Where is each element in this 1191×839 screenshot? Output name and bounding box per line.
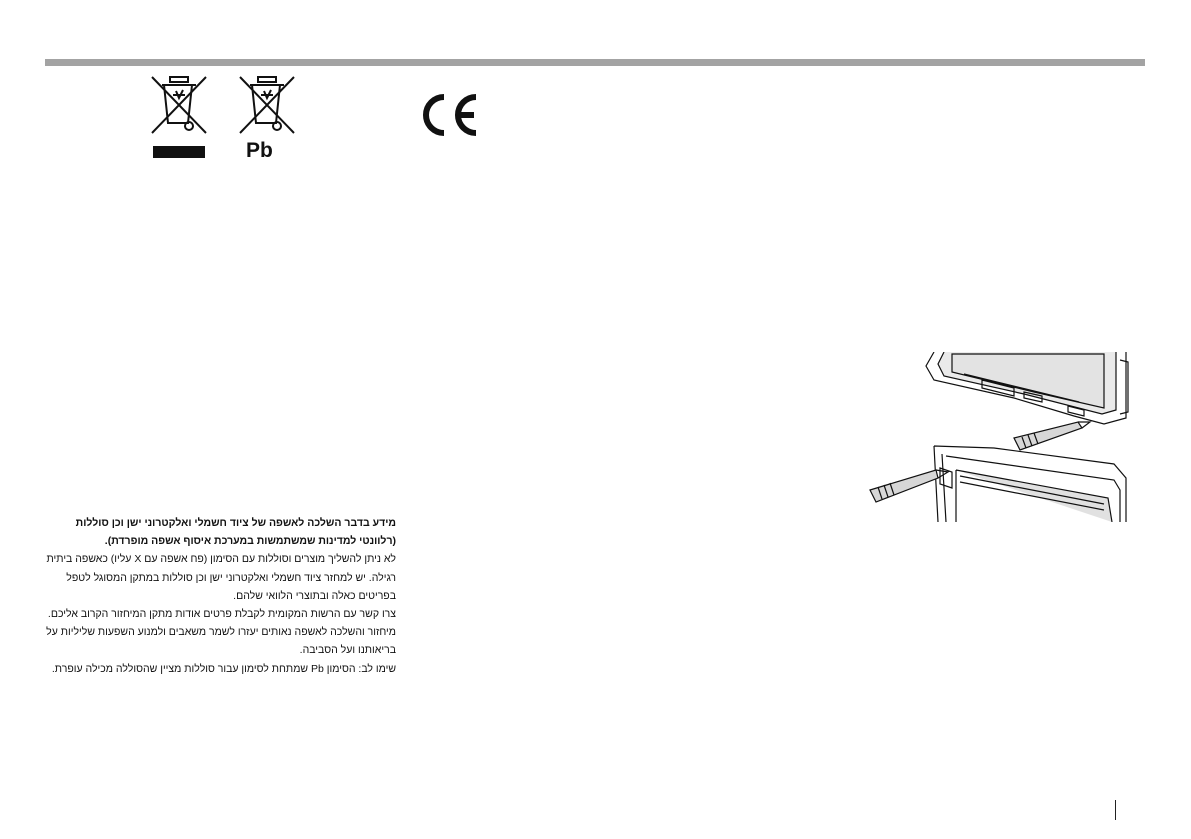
crossed-out-wheelie-bin-icon: [148, 75, 210, 137]
page-number-divider: [1115, 800, 1116, 820]
pb-label: Pb: [246, 139, 273, 162]
crossed-out-wheelie-bin-icon: [236, 75, 298, 137]
black-bar-mark: [153, 146, 205, 158]
header-rule: [45, 59, 1145, 66]
disposal-notice: [40, 514, 396, 678]
monitor-panel-with-stylus-illustration: [864, 352, 1130, 522]
notice-heading: מידע בדבר השלכה לאשפה של ציוד חשמלי ואלקטרוני ישן וכן סוללות (רלוונטי למדינות שמשתמשות במערכת איסוף אשפה מופרדת).: [75, 517, 396, 548]
ce-mark-icon: [417, 93, 481, 137]
notice-paragraph: לא ניתן להשליך מוצרים וסוללות עם הסימון (פח אשפה עם X עליו) כאשפה ביתית רגילה. יש למחזר ציוד חשמלי ואלקטרוני ישן וכן סוללות במתקן המסוגל לטפל בפריטים כאלה ובתוצרי הלוואי שלהם.: [46, 553, 396, 602]
notice-paragraph: צרו קשר עם הרשות המקומית לקבלת פרטים אודות מתקן המיחזור הקרוב אליכם. מיחזור והשלכה לאשפה נאותים יעזרו לשמר משאבים ולמנוע השפעות שליליות על בריאותנו ועל הסביבה.: [46, 608, 396, 657]
notice-paragraph: שימו לב: הסימון Pb שמתחת לסימון עבור סוללות מציין שהסוללה מכילה עופרת.: [51, 662, 396, 675]
